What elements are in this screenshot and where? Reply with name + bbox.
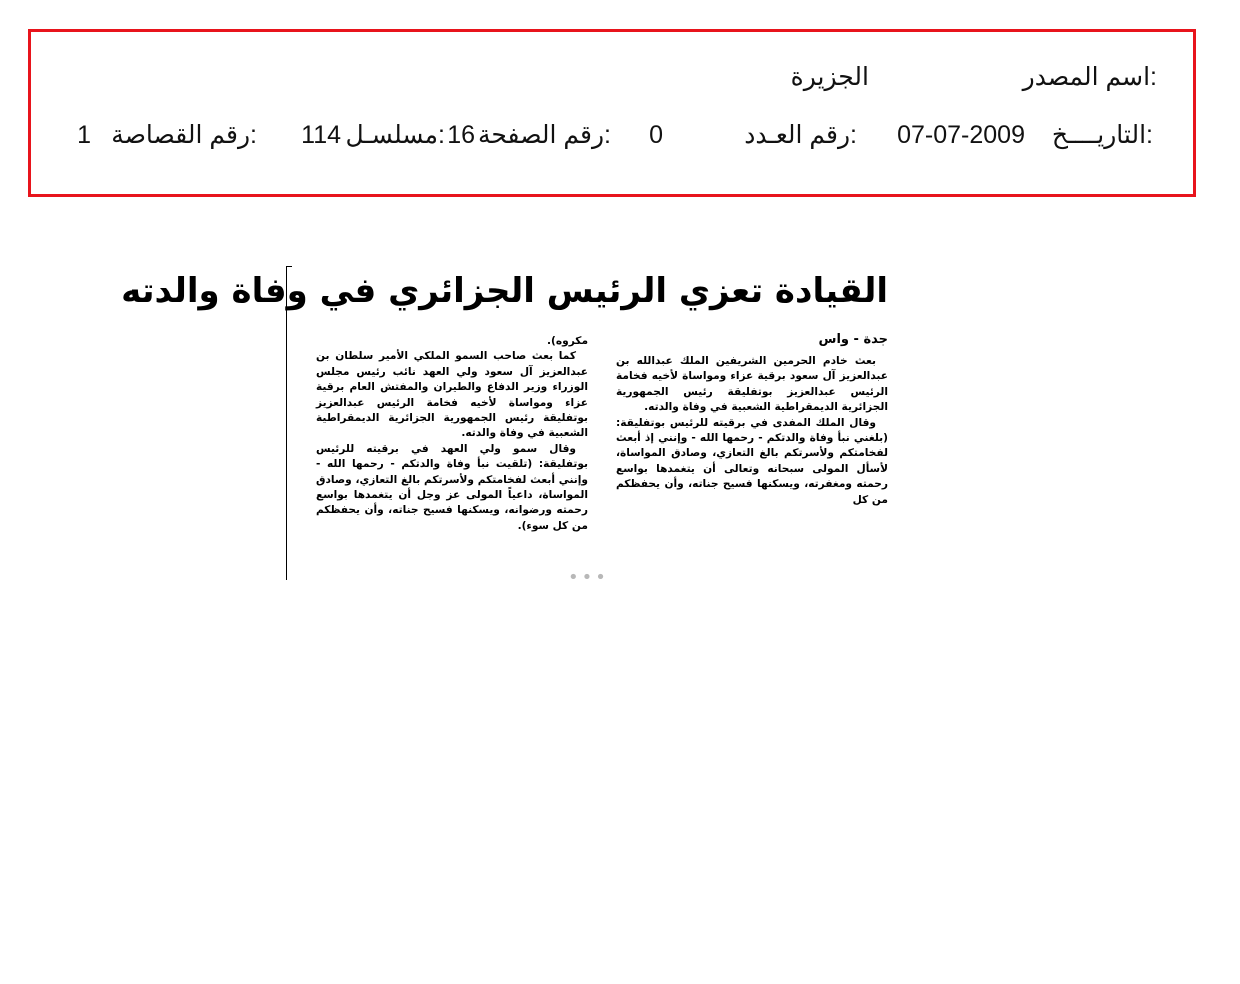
issue-value: 0 <box>649 121 663 149</box>
article-column-right <box>616 354 888 508</box>
date-value: 07-07-2009 <box>897 121 1025 149</box>
metadata-box <box>28 29 1196 197</box>
source-value: الجزيرة <box>790 63 869 91</box>
paragraph: وقال الملك المفدى في برقيته للرئيس بوتفليقة: (بلغني نبأ وفاة والدتكم - رحمها الله - وإنني إذ أبعث لفخامتكم ولأسرتكم بالغ التعازي، وصادق المواساة، لأسأل المولى سبحانه وتعالى أن يتغمدها بواسع رحمته ومغفرته، ويسكنها فسيح جناته، وأن يحفظكم من كل <box>616 416 888 506</box>
article-headline: القيادة تعزي الرئيس الجزائري في وفاة والدته <box>121 271 888 311</box>
paragraph: كما بعث صاحب السمو الملكي الأمير سلطان بن عبدالعزيز آل سعود ولي العهد نائب رئيس مجلس الوزراء وزير الدفاع والطيران والمفتش العام برقية عزاء ومواساة لأخيه فخامة الرئيس عبدالعزيز بوتفليقة رئيس الجمهورية الجزائرية الديمقراطية الشعبية في وفاة والدته. <box>316 350 588 440</box>
serial-value: 114 <box>301 121 341 149</box>
paragraph: وقال سمو ولي العهد في برقيته للرئيس بوتفليقة: (تلقيت نبأ وفاة والدتكم - رحمها الله - وإنني أبعث لفخامتكم ولأسرتكم بالغ التعازي، وصادق المواساة، داعياً المولى عز وجل أن يتغمدها بواسع رحمته ورضوانه، ويسكنها فسيح جناته، وأن يحفظكم من كل سوء). <box>316 442 588 532</box>
article-dateline: جدة - واس <box>818 332 888 347</box>
date-label: التاريــــخ: <box>1051 121 1153 149</box>
clip-value: 1 <box>77 121 91 149</box>
newspaper-clipping <box>121 262 892 588</box>
clip-label: رقم القصاصة: <box>111 121 257 149</box>
issue-label: رقم العـدد: <box>744 121 857 149</box>
paragraph: بعث خادم الحرمين الشريفين الملك عبدالله بن عبدالعزيز آل سعود برقية عزاء ومواساة لأخيه فخامة الرئيس عبدالعزيز بوتفليقة رئيس الجمهورية الجزائرية الديمقراطية الشعبية في وفاة والدته. <box>616 355 888 414</box>
article-column-left <box>316 334 588 534</box>
page-label: رقم الصفحة: <box>478 121 611 149</box>
page-value: 16 <box>447 121 475 149</box>
source-label: اسم المصدر: <box>1022 63 1157 91</box>
paragraph: مكروه). <box>546 335 588 347</box>
serial-label: مسلسـل: <box>345 121 445 149</box>
article-end-marker: ••• <box>568 567 609 588</box>
